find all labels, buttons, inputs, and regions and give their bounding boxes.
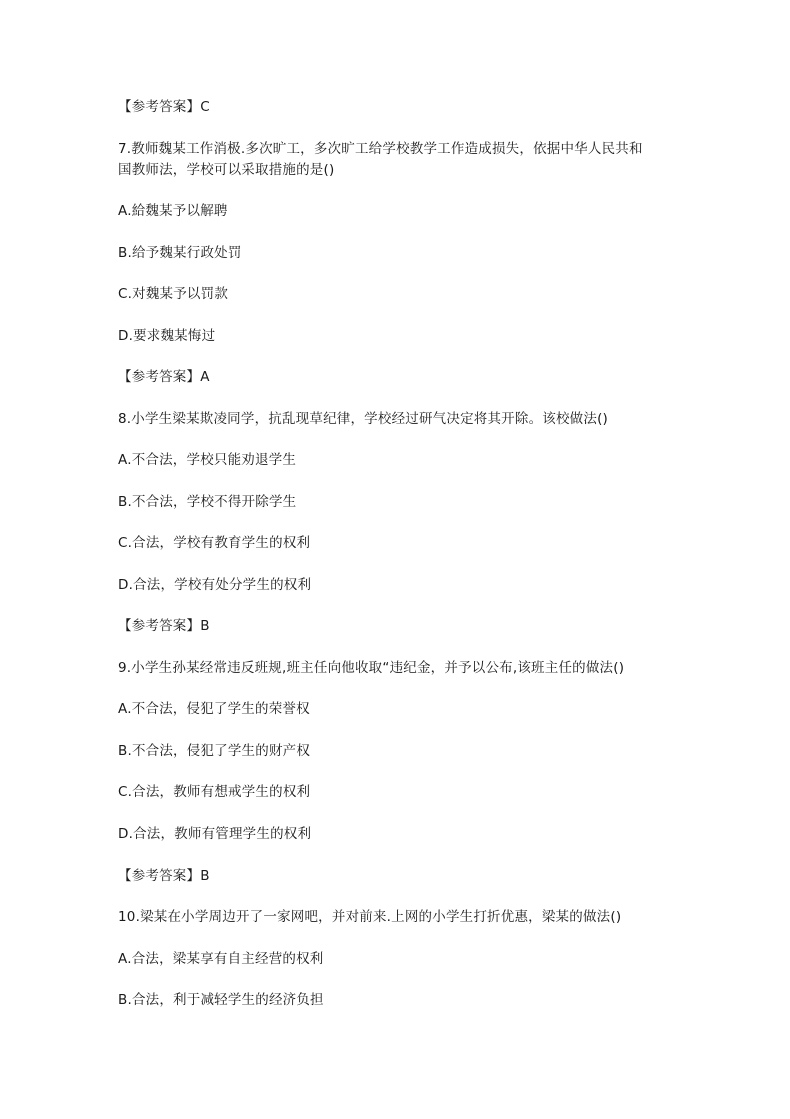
question-8-option-d: D.合法，学校有处分学生的权利 [118, 577, 312, 593]
question-7-text-line-1: 7.教师魏某工作消极.多次旷工，多次旷工给学校教学工作造成损失，依据中华人民共和 [118, 141, 643, 157]
question-7-option-c: C.对魏某予以罚款 [118, 286, 229, 302]
question-8-option-b: B.不合法，学校不得开除学生 [118, 494, 297, 510]
question-9-option-a: A.不合法，侵犯了学生的荣誉权 [118, 701, 310, 717]
question-10-text: 10.梁某在小学周边开了一家网吧，并对前来.上网的小学生打折优惠，梁某的做法() [118, 909, 622, 925]
question-9-text: 9.小学生孙某经常违反班规,班主任向他收取“违纪金，并予以公布,该班主任的做法() [118, 660, 625, 676]
question-9-option-c: C.合法，教师有想戒学生的权利 [118, 784, 311, 800]
question-7-option-a: A.給魏某予以解聘 [118, 203, 228, 219]
question-9-option-b: B.不合法，侵犯了学生的财产权 [118, 743, 311, 759]
answer-key-8: 【参考答案】B [118, 618, 210, 634]
question-10-option-b: B.合法，利于减轻学生的经济负担 [118, 992, 324, 1008]
question-10-option-a: A.合法，梁某享有自主经营的权利 [118, 951, 324, 967]
question-8-option-a: A.不合法，学校只能劝退学生 [118, 452, 297, 468]
question-7-text-line-2: 国教师法，学校可以采取措施的是() [118, 162, 335, 178]
question-9-option-d: D.合法，教师有管理学生的权利 [118, 826, 312, 842]
answer-key-6: 【参考答案】C [118, 99, 210, 115]
question-7-option-d: D.要求魏某悔过 [118, 328, 216, 344]
answer-key-7: 【参考答案】A [118, 369, 210, 385]
question-8-text: 8.小学生梁某欺凌同学，抗乱现草纪律，学校经过研气决定将其开除。该校做法() [118, 411, 609, 427]
question-8-option-c: C.合法，学校有教育学生的权利 [118, 535, 311, 551]
question-7-option-b: B.给予魏某行政处罚 [118, 245, 242, 261]
answer-key-9: 【参考答案】B [118, 868, 210, 884]
